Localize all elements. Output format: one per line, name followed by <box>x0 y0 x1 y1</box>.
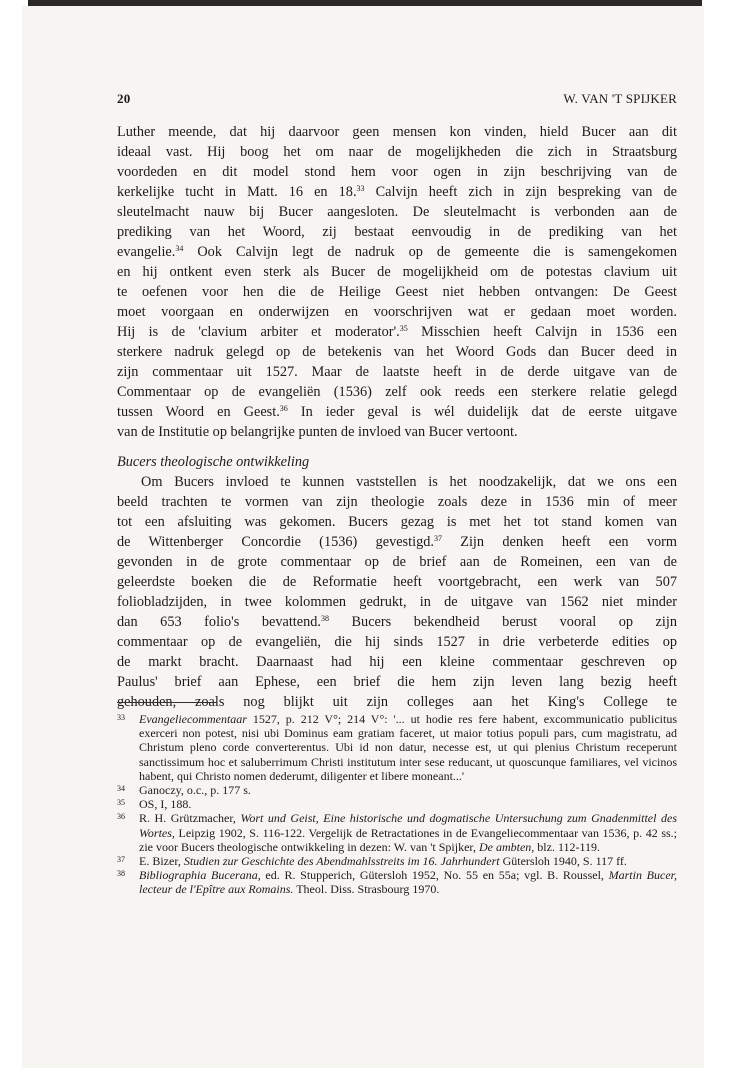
footnote-mark: 38 <box>117 869 125 879</box>
text-line: dan 653 folio's bevattend.$^{38}$ Bucers bekendheid berust vooral op zijn <box>117 614 677 630</box>
main-text <box>117 122 677 712</box>
paragraph-2 <box>117 472 677 712</box>
text-line: beeld trachten te vormen van zijn theologie zoals deze in 1536 min of meer <box>117 494 677 510</box>
text-line: sterkere nadruk gelegd op de betekenis van het Woord Gods dan Bucer deed in <box>117 344 677 360</box>
text-line: de markt bracht. Daarnaast had hij een kleine commentaar geschreven op <box>117 654 677 670</box>
text-line: tot een afsluiting was gekomen. Bucers gezag is met het tot stand komen van <box>117 514 677 530</box>
text-line: gehouden, zoals nog blijkt uit zijn colleges aan het King's College te <box>117 694 677 710</box>
text-line: Hij is de 'clavium arbiter et moderator'.$^{35}$ Misschien heeft Calvijn in 1536 een <box>117 324 677 340</box>
running-head: W. VAN 'T SPIJKER <box>563 91 677 106</box>
text-line: de Wittenberger Concordie (1536) gevestigd.$^{37}$ Zijn denken heeft een vorm <box>117 534 678 550</box>
text-line: sleutelmacht nauw bij Bucer aangesloten. De sleutelmacht is verbonden aan de <box>117 204 677 220</box>
footnote-ref-34[interactable]: 34 <box>175 244 184 253</box>
footnote-mark: 36 <box>117 812 125 822</box>
text-line: ideaal vast. Hij boog het om naar de mogelijkheden die zich in Straatsburg <box>117 144 677 160</box>
text-line: evangelie.$^{34}$ Ook Calvijn legt de nadruk op de gemeente die is samengekomen <box>117 244 677 260</box>
footnote-37: 37 E. Bizer, Studien zur Geschichte des Abendmahlsstreits im 16. Jahrhundert Gütersloh 1940, S. 117 ff. <box>117 854 627 869</box>
footnote-ref-38[interactable]: 38 <box>320 614 329 623</box>
footnote-36: 36 R. H. Grützmacher, Wort und Geist, Eine historische und dogmatische Untersuchung zum Gnadenmittel des Wortes, Leipzig 1902, S. 116-122. Vergelijk de Retractationes in de Evangeliecommentaar van 1536, p. 42 ss.; zie voor Bucers theologische ontwikkeling in dezen: W. van 't Spijker, De ambten, blz. 112-119. <box>117 811 677 854</box>
text-line: foliobladzijden, in twee kolommen gedrukt, in de uitgave van 1562 niet minder <box>117 594 677 610</box>
footnote-mark: 37 <box>117 855 125 865</box>
footnote-mark: 35 <box>117 798 125 808</box>
page-number: 20 <box>117 91 131 106</box>
text-line: van de Institutie op belangrijke punten de invloed van Bucer vertoont. <box>117 424 518 440</box>
footnotes <box>117 712 677 897</box>
footnote-38: 38 Bibliographia Bucerana, ed. R. Stupperich, Gütersloh 1952, No. 55 en 55a; vgl. B. Roussel, Martin Bucer, lecteur de l'Epître aux Romains. Theol. Diss. Strasbourg 1970. <box>117 868 677 897</box>
text-line: prediking van het Woord, zij bestaat eenvoudig in de prediking van het <box>117 224 677 240</box>
footnote-mark: 33 <box>117 713 125 722</box>
text-line: Luther meende, dat hij daarvoor geen mensen kon vinden, hield Bucer aan dit <box>117 124 677 140</box>
text-line: kerkelijke tucht in Matt. 16 en 18.33 Calvijn heeft zich in zijn bespreking van de <box>117 184 677 200</box>
footnote-ref-37[interactable]: 37 <box>433 534 442 543</box>
text-line: gevonden in de grote commentaar op de brief aan de Romeinen, een van de <box>117 554 677 570</box>
text-line: Om Bucers invloed te kunnen vaststellen is het noodzakelijk, dat we ons een <box>141 474 677 490</box>
text-line: commentaar op de evangeliën, die hij sinds 1527 in drie verbeterde edities op <box>117 634 677 650</box>
paragraph-1 <box>117 122 677 442</box>
section-heading: Bucers theologische ontwikkeling <box>117 454 310 470</box>
text-line: Paulus' brief aan Ephese, een brief die hem zijn leven lang bezig heeft <box>117 674 677 690</box>
text-line: Commentaar op de evangeliën (1536) zelf ook reeds een sterkere relatie gelegd <box>117 384 677 400</box>
footnote-mark: 34 <box>117 784 125 794</box>
text-line: zijn commentaar uit 1527. Maar de laatste heeft in de derde uitgave van de <box>117 364 677 380</box>
footnote-33: 33 Evangeliecommentaar 1527, p. 212 V°; 214 V°: '... ut hodie res fere habent, excommunicatio publicitus exerceri non potest, nisi ubi Dominus eam gratiam faceret, ut maior totius populi pars, cum magistratu, ad Christum pleno corde converterentus. Ubi id non datur, necesse est, ut qui plenius Christum receperunt sanctissimum hoc et saluberrimum Christi institutum inter sese reducant, ut quoscunque familiares, vel vicinos habent, qui Christo nomen dederumt, diligenter et libere moneant...' <box>117 712 677 783</box>
text-line: voordeden en dit model stond hem voor ogen in zijn beschrijving van de <box>117 164 677 180</box>
text-line: te oefenen voor hen die de Heilige Geest niet hebben ontvangen: De Geest <box>117 284 677 300</box>
footnote-35: 35 OS, I, 188. <box>117 797 192 812</box>
text-line: geleerdste boeken die de Reformatie heeft voortgebracht, een werk van 507 <box>117 574 677 590</box>
text-line: tussen Woord en Geest.$^{36}$ In ieder geval is wél duidelijk dat de eerste uitgave <box>117 404 677 420</box>
text-line: moet voorgaan en onderwijzen en voorschrijven wat er gedaan moet worden. <box>117 304 677 320</box>
footnote-34: 34 Ganoczy, o.c., p. 177 s. <box>117 783 251 798</box>
footnote-ref-35[interactable]: 35 <box>399 324 408 333</box>
footnote-ref-33[interactable]: 33 <box>356 184 365 193</box>
footnote-ref-36[interactable]: 36 <box>279 404 288 413</box>
text-line: en hij ontkent even sterk als Bucer de mogelijkheid om de potestas clavium uit <box>117 264 677 280</box>
